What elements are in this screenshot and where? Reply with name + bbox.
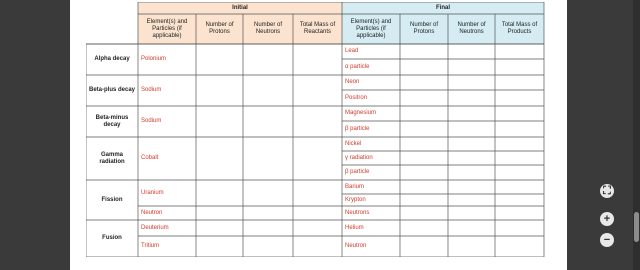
document-page [70,0,567,270]
final-element: Lead [345,48,359,54]
final-element: Neutrons [345,209,370,216]
final-element: Krypton [345,196,366,203]
initial-element: Sodium [141,118,162,124]
final-column-header: Total Mass of Products [501,22,538,35]
final-element: Magnesium [345,110,377,116]
final-header: Final [435,4,450,11]
initial-element: Polonium [141,56,167,62]
initial-element: Deuterium [141,224,169,231]
initial-column-header: Element(s) and Particles (if applicable) [146,18,188,39]
row-label: Fusion [102,235,122,241]
row-label: Beta-minus decay [95,114,129,128]
final-element: Neon [345,79,360,85]
final-element: β particle [345,169,370,175]
row-label: Fission [101,196,123,203]
vertical-scrollbar[interactable] [633,0,640,270]
initial-element: Sodium [141,87,162,93]
initial-column-header: Number of Neutrons [253,22,282,35]
initial-element: Cobalt [141,155,159,161]
final-element: Nickel [345,140,362,147]
final-element: β particle [345,125,370,132]
row-label: Beta-plus decay [88,87,136,93]
final-column-header: Number of Neutrons [457,22,486,35]
initial-element: Neutron [141,209,163,216]
initial-column-header: Number of Protons [205,22,234,35]
row-label: Alpha decay [94,56,130,62]
initial-column-header: Total Mass of Reactants [299,22,336,35]
zoom-in-button[interactable]: + [600,212,614,226]
final-element: Helium [345,224,364,231]
final-element: Positron [345,94,368,101]
initial-element: Tritium [141,243,160,249]
final-element: α particle [345,63,370,70]
zoom-out-button[interactable]: − [600,233,614,247]
final-element: Neutron [345,243,367,249]
nuclear-reactions-table [86,2,551,257]
final-column-header: Number of Protons [409,22,438,35]
final-element: γ radiation [345,154,373,161]
row-label: Gamma radiation [99,151,125,165]
fit-page-button[interactable]: ⛶ [600,184,614,198]
initial-header: Initial [232,4,248,11]
final-element: Barium [345,183,365,190]
initial-element: Uranium [141,189,164,196]
scrollbar-thumb[interactable] [634,212,639,242]
final-column-header: Element(s) and Particles (if applicable) [350,18,392,39]
